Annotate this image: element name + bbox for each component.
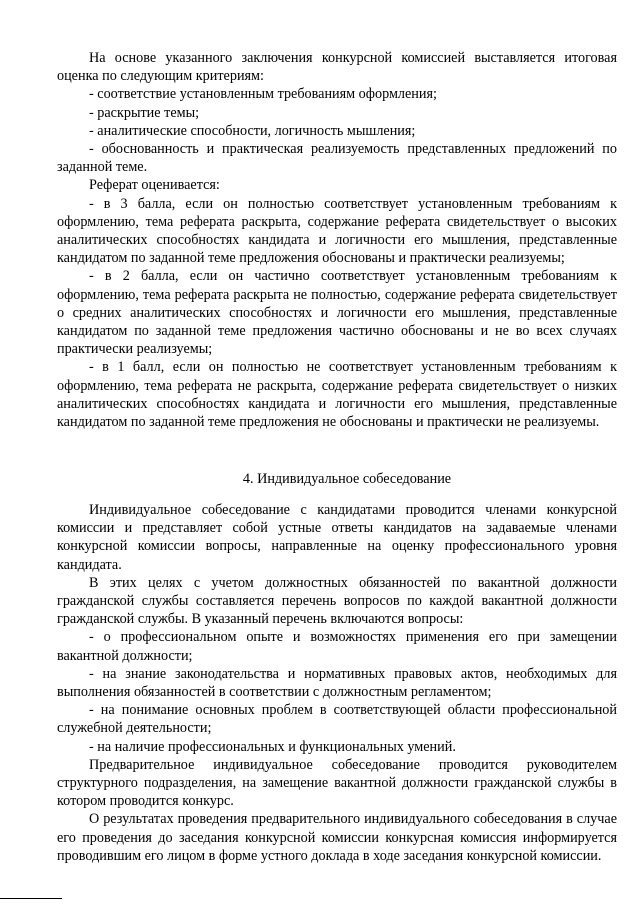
paragraph-interview-results: О результатах проведения предварительного индивидуального собеседования в случае его проведения до заседания конкурсной комиссии конкурсная комиссия информируется проводившим его лицом в форме устного доклада в ходе заседания конкурсной комиссии.: [57, 811, 617, 864]
score-1-point: - в 1 балл, если он полностью не соответствует установленным требованиям к оформлению, тема реферата не раскрыта, содержание реферата свидетельствует о низких аналитических способностях кандидата и логичности его мышления, представленные кандидатом по заданной теме предложения не обоснованы и практически не реализуемы.: [57, 359, 617, 431]
criterion-topic: - раскрытие темы;: [89, 104, 200, 121]
question-problems: - на понимание основных проблем в соответствующей области профессиональной служебной деятельности;: [57, 702, 617, 737]
criterion-feasibility: - обоснованность и практическая реализуемость представленных предложений по заданной теме.: [57, 141, 617, 176]
criteria-section: [57, 49, 617, 431]
question-skills: - на наличие профессиональных и функциональных умений.: [89, 738, 456, 755]
footnote-rule: [0, 898, 62, 899]
paragraph-essay-evaluated: Реферат оценивается:: [89, 177, 220, 194]
score-3-points: - в 3 балла, если он полностью соответствует установленным требованиям к оформлению, тема реферата раскрыта, содержание реферата свидетельствует о высоких аналитических способностях кандидата и логичности его мышления, представленные кандидатом по заданной теме предложения обоснованы и практически реализуемы;: [57, 195, 617, 267]
paragraph-intro: На основе указанного заключения конкурсной комиссией выставляется итоговая оценка по следующим критериям:: [57, 50, 617, 85]
question-legislation: - на знание законодательства и нормативных правовых актов, необходимых для выполнения обязанностей в соответствии с должностным регламентом;: [57, 665, 617, 701]
paragraph-question-list: В этих целях с учетом должностных обязанностей по вакантной должности гражданской службы составляется перечень вопросов по каждой вакантной должности гражданской службы. В указанный перечень включаются вопросы:: [57, 574, 617, 628]
criterion-analytics: - аналитические способности, логичность мышления;: [89, 122, 416, 139]
question-experience: - о профессиональном опыте и возможностях применения его при замещении вакантной должности;: [57, 629, 617, 664]
paragraph-preliminary-interview: Предварительное индивидуальное собеседование проводится руководителем структурного подразделения, на замещение вакантной должности гражданской службы в котором проводится конкурс.: [57, 756, 617, 810]
score-2-points: - в 2 балла, если он частично соответствует установленным требованиям к оформлению, тема реферата раскрыта не полностью, содержание реферата свидетельствует о средних аналитических способностях и логичности его мышления, представленные кандидатом по заданной теме предложения частично обоснованы и не во всех случаях практически реализуемы;: [57, 268, 617, 358]
criterion-formatting: - соответствие установленным требованиям оформления;: [89, 86, 437, 103]
interview-section: [57, 501, 617, 865]
section-heading: 4. Индивидуальное собеседование: [242, 471, 452, 487]
paragraph-interview-definition: Индивидуальное собеседование с кандидатами проводится членами конкурсной комиссии и представляет собой устные ответы кандидатов на задаваемые членами конкурсной комиссии вопросы, направленные на оценку профессионального уровня кандидата.: [57, 502, 617, 573]
